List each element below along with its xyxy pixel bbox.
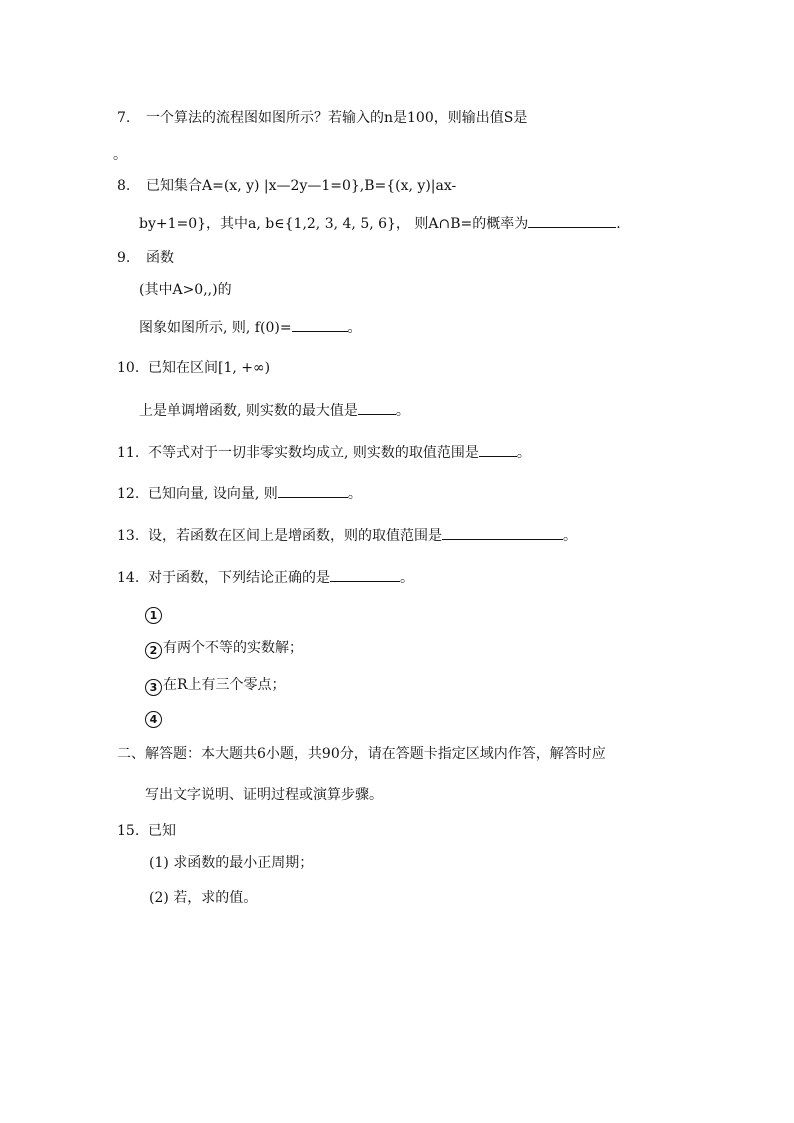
answer-blank[interactable] [479,442,517,457]
answer-blank[interactable] [442,525,563,540]
question-10-number: 10. [117,360,140,376]
question-7-text: 一个算法的流程图如图所示？若输入的n是100，则输出值S是 [146,110,528,126]
circled-number-2: 2 [145,642,162,659]
question-8-text-line1: 已知集合A=(x, y) |x—2y—1=0},B={(x, y)|ax- [146,178,457,194]
question-10-line2 [139,400,410,420]
section-2-line2: 写出文字说明、证明过程或演算步骤。 [145,787,383,803]
question-12 [117,483,362,503]
question-8-number: 8. [117,178,131,194]
question-13-number: 13. [117,528,140,544]
question-14 [117,567,414,587]
answer-blank[interactable] [292,317,348,332]
question-11 [117,442,531,462]
question-9-text-line3: 图象如图所示, 则, f(0)= [139,320,292,336]
question-9 [117,249,174,267]
question-10-text-line1: 已知在区间[1, +∞) [148,360,271,376]
question-9-number: 9. [117,250,131,266]
question-8-tail: . [616,216,621,232]
question-8-line2 [139,213,621,233]
question-13-text: 设，若函数在区间上是增函数，则的取值范围是 [148,528,442,544]
question-13 [117,525,577,545]
answer-blank[interactable] [330,567,400,582]
question-10-tail: 。 [395,403,410,419]
answer-blank[interactable] [358,400,396,415]
question-11-text: 不等式对于一切非零实数均成立, 则实数的取值范围是 [148,445,479,461]
question-14-option-4 [145,708,163,728]
circled-number-4: 4 [145,711,162,728]
answer-blank[interactable] [278,483,348,498]
question-9-tail: 。 [347,320,362,336]
question-14-option-2 [145,639,303,659]
question-14-option-3 [145,676,286,696]
circled-number-3: 3 [145,679,162,696]
question-12-number: 12. [117,486,140,502]
question-9-line3 [139,317,362,337]
section-2-heading [117,745,606,763]
question-15-number: 15. [117,823,140,839]
section-2-number: 二、 [117,746,145,762]
question-14-tail: 。 [400,570,414,586]
option-3-text: 在R上有三个零点； [163,677,286,693]
question-15-sub-2: (2) 若，求的值。 [149,890,258,906]
question-14-number: 14. [117,570,140,586]
question-11-number: 11. [117,445,140,461]
question-9-text-line1: 函数 [146,250,174,266]
question-14-text: 对于函数，下列结论正确的是 [148,570,330,586]
question-14-option-1 [145,604,163,624]
question-8 [117,177,456,195]
question-11-tail: 。 [516,445,531,461]
section-2-text-line1: 解答题：本大题共6小题，共90分，请在答题卡指定区域内作答，解答时应 [145,746,606,762]
question-7-number: 7. [117,110,131,126]
question-15 [117,822,176,840]
question-9-line2: (其中A>0,,)的 [139,282,232,298]
question-8-text-line2: by+1=0}，其中a, b∈{1,2, 3, 4, 5, 6}， 则A∩B=的概率为 [139,216,529,232]
question-7 [117,109,527,127]
question-15-text: 已知 [148,823,176,839]
question-12-text: 已知向量, 设向量, 则 [148,486,278,502]
question-7-continuation: 。 [113,147,127,163]
question-10 [117,359,270,377]
question-12-tail: 。 [347,486,362,502]
option-2-text: 有两个不等的实数解； [163,640,303,656]
question-15-sub-1: (1) 求函数的最小正周期； [149,855,314,871]
question-13-tail: 。 [563,528,577,544]
question-10-text-line2: 上是单调增函数, 则实数的最大值是 [139,403,358,419]
answer-blank[interactable] [528,213,616,228]
circled-number-1: 1 [145,607,162,624]
